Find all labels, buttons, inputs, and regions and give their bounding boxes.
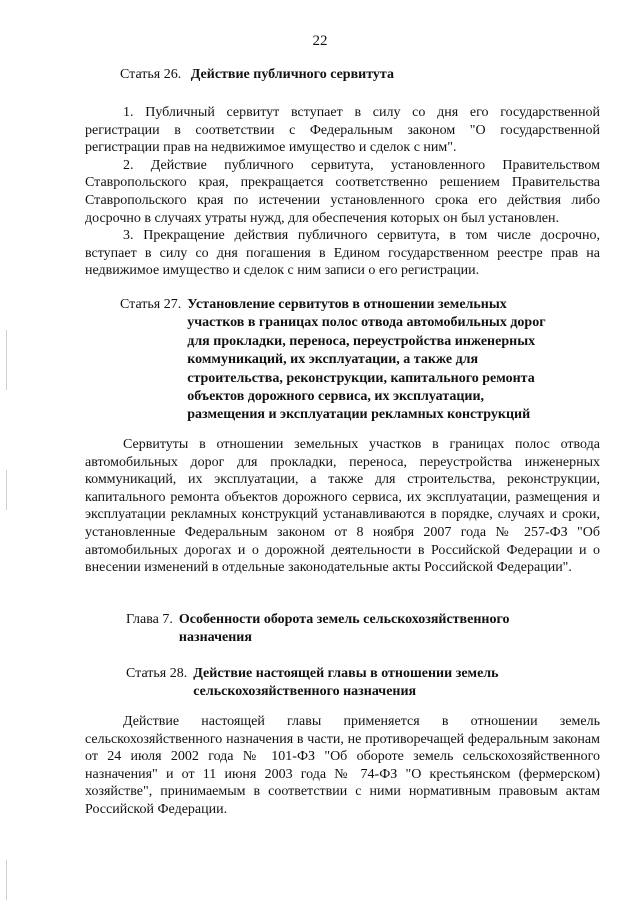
article-label: Статья 26. xyxy=(120,67,182,82)
article-28-heading xyxy=(126,665,546,701)
article-title: Действие публичного сервитута xyxy=(190,67,394,82)
paragraph: 1. Публичный сервитут вступает в силу со дня его государственной регистрации в соответствии с Федеральным законом "О государственной регистрации прав на недвижимое имущество и сделок с ним". xyxy=(85,105,600,156)
article-label: Статья 28. xyxy=(126,666,188,681)
paragraph: 3. Прекращение действия публичного сервитута, в том числе досрочно, вступает в силу со дня погашения в Едином государственном реестре прав на недвижимое имущество и сделок с ним записи о его регистрации. xyxy=(85,228,600,279)
chapter-title: Особенности оборота земель сельскохозяйственного назначения xyxy=(178,612,510,645)
scan-margin-line xyxy=(6,470,7,510)
page-number: 22 xyxy=(312,33,328,49)
article-27-heading xyxy=(120,296,560,425)
article-title: Установление сервитутов в отношении земельных участков в границах полос отвода автомобильных дорог для прокладки, переноса, переустройства инженерных коммуникаций, их эксплуатации, а также для строительства, реконструкции, капитального ремонта объектов дорожного сервиса, их эксплуатации, размещения и эксплуатации рекламных конструкций xyxy=(187,297,546,423)
paragraph: Сервитуты в отношении земельных участков в границах полос отвода автомобильных дорог для прокладки, переноса, переустройства инженерных коммуникаций, их эксплуатации, а также для строительства, реконструкции, капитального ремонта объектов дорожного сервиса, их эксплуатации, размещения и эксплуатации рекламных конструкций устанавливаются в порядке, случаях и сроки, установленные Федеральным законом от 8 ноября 2007 года № 257-ФЗ "Об автомобильных дорогах и о дорожной деятельности в Российской Федерации и о внесении изменений в отдельные законодательные акты Российской Федерации". xyxy=(85,437,600,576)
paragraph: 2. Действие публичного сервитута, установленного Правительством Ставропольского края, прекращается соответственно решением Правительства Ставропольского края по истечении установленного срока его действия либо досрочно в случаях утраты нужд, для обеспечения которых он был установлен. xyxy=(85,157,600,226)
chapter-label: Глава 7. xyxy=(126,612,173,627)
article-title: Действие настоящей главы в отношении земель сельскохозяйственного назначения xyxy=(193,666,499,699)
scan-margin-line xyxy=(6,860,7,900)
article-28-body xyxy=(85,713,600,819)
article-26-body xyxy=(85,104,600,280)
article-26-heading xyxy=(120,66,600,84)
paragraph: Действие настоящей главы применяется в отношении земель сельскохозяйственного назначения в части, не противоречащей федеральным законам от 24 июля 2002 года № 101-ФЗ "Об обороте земель сельскохозяйственного назначения" и от 11 июня 2003 года № 74-ФЗ "О крестьянском (фермерском) хозяйстве", принимаемым в соответствии с ними нормативным правовым актам Российской Федерации. xyxy=(85,714,600,817)
scan-margin-line xyxy=(6,330,7,390)
article-label: Статья 27. xyxy=(120,297,182,312)
chapter-7-heading xyxy=(126,611,556,647)
article-27-body xyxy=(85,436,600,577)
